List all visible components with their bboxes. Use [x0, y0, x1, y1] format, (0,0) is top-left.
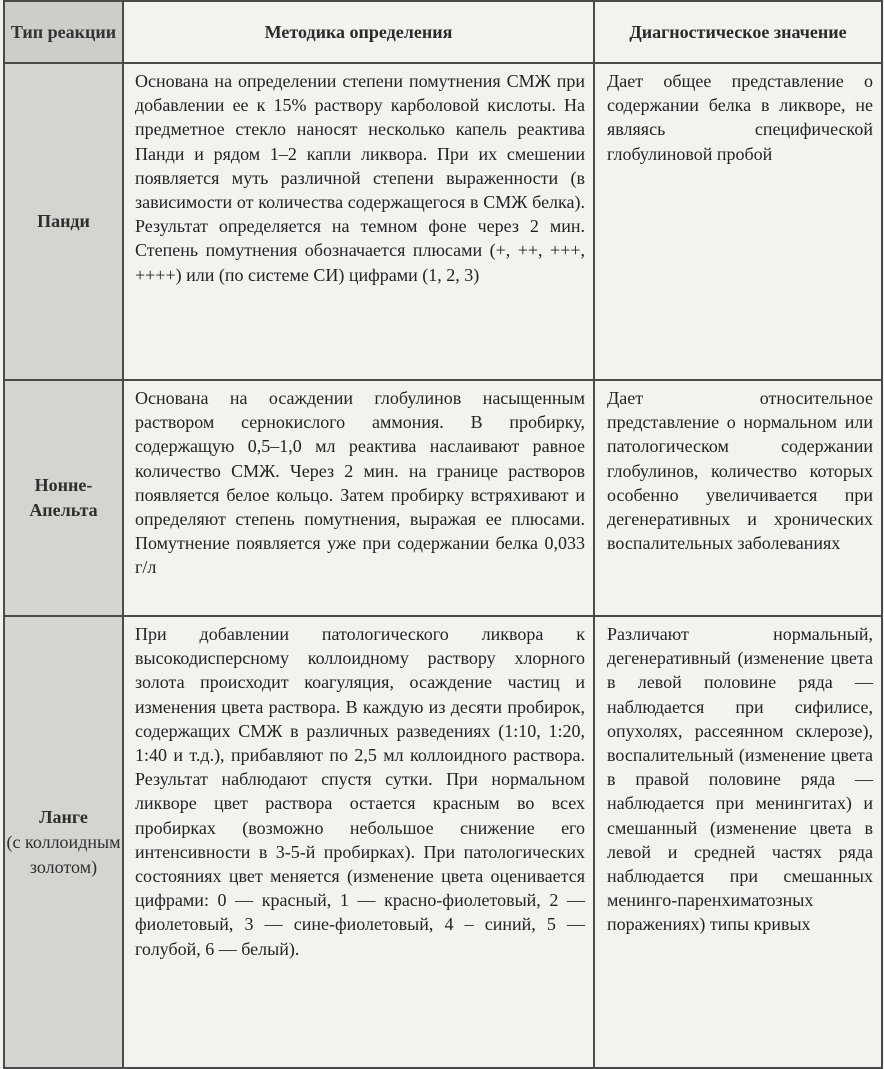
- diagnostic-cell: Дает относительное представление о нормальном или патологическом содержании глобулинов, количество которых особенно увеличивается при дегенеративных и хронических воспалительных заболеваниях: [594, 380, 882, 616]
- reaction-type-name: Нонне-Апельта: [29, 475, 98, 520]
- header-diagnostic: Диагностическое значение: [594, 1, 882, 63]
- method-cell: При добавлении патологического ликвора к высокодисперсному коллоидному раствору хлорного золота происходит коагуляция, осаждение частиц и изменения цвета раствора. В каждую из десяти пробирок, содержащих СМЖ в различных разведениях (1:10, 1:20, 1:40 и т.д.), прибавляют по 2,5 мл коллоидного раствора. Результат наблюдают спустя сутки. При нормальном ликворе цвет раствора остается красным во всех пробирках (возможно небольшое снижение его интенсивности в 3-5-й пробирках). При патологических состояниях цвет меняется (изменение цвета оценивается цифрами: 0 — красный, 1 — красно-фиолетовый, 2 — фиолетовый, 3 — сине-фиолетовый, 4 – синий, 5 — голубой, 6 — белый).: [123, 616, 594, 1068]
- reaction-type-cell: [4, 380, 123, 616]
- diagnostic-cell: Различают нормальный, дегенеративный (изменение цвета в левой половине ряда — наблюдается при сифилисе, опухолях, рассеянном склерозе), воспалительный (изменение цвета в правой половине ряда — наблюдается при менингитах) и смешанный (изменение цвета в левой и средней частях ряда наблюдается при смешанных менинго-паренхиматозных поражениях) типы кривых: [594, 616, 882, 1068]
- table-row: [4, 380, 882, 616]
- header-method: Методика определения: [123, 1, 594, 63]
- csf-reactions-table: [3, 0, 883, 1069]
- table-header-row: [4, 1, 882, 63]
- reaction-type-cell: [4, 63, 123, 380]
- reaction-type-subtitle: (с коллоидным золотом): [6, 831, 121, 877]
- method-cell: Основана на определении степени помутнения СМЖ при добавлении ее к 15% раствору карболовой кислоты. На предметное стекло наносят несколько капель реактива Панди и рядом 1–2 капли ликвора. При их смешении появляется муть различной степени выраженности (в зависимости от количества содержащегося в СМЖ белка). Результат определяется на темном фоне через 2 мин. Степень помутнения обозначается плюсами (+, ++, +++, ++++) или (по системе СИ) цифрами (1, 2, 3): [123, 63, 594, 380]
- method-cell: Основана на осаждении глобулинов насыщенным раствором сернокислого аммония. В пробирку, содержащую 0,5–1,0 мл реактива наслаивают равное количество СМЖ. Через 2 мин. на границе растворов появляется белое кольцо. Затем пробирку встряхивают и определяют степень помутнения, выражая ее плюсами. Помутнение появляется уже при содержании белка 0,033 г/л: [123, 380, 594, 616]
- header-type: Тип реакции: [4, 1, 123, 63]
- reaction-type-cell: [4, 616, 123, 1068]
- table-row: [4, 616, 882, 1068]
- reaction-type-name: Панди: [37, 211, 90, 231]
- reaction-type-name: Ланге: [39, 806, 88, 827]
- table-row: [4, 63, 882, 380]
- diagnostic-cell: Дает общее представление о содержании белка в ликворе, не являясь специфической глобулиновой пробой: [594, 63, 882, 380]
